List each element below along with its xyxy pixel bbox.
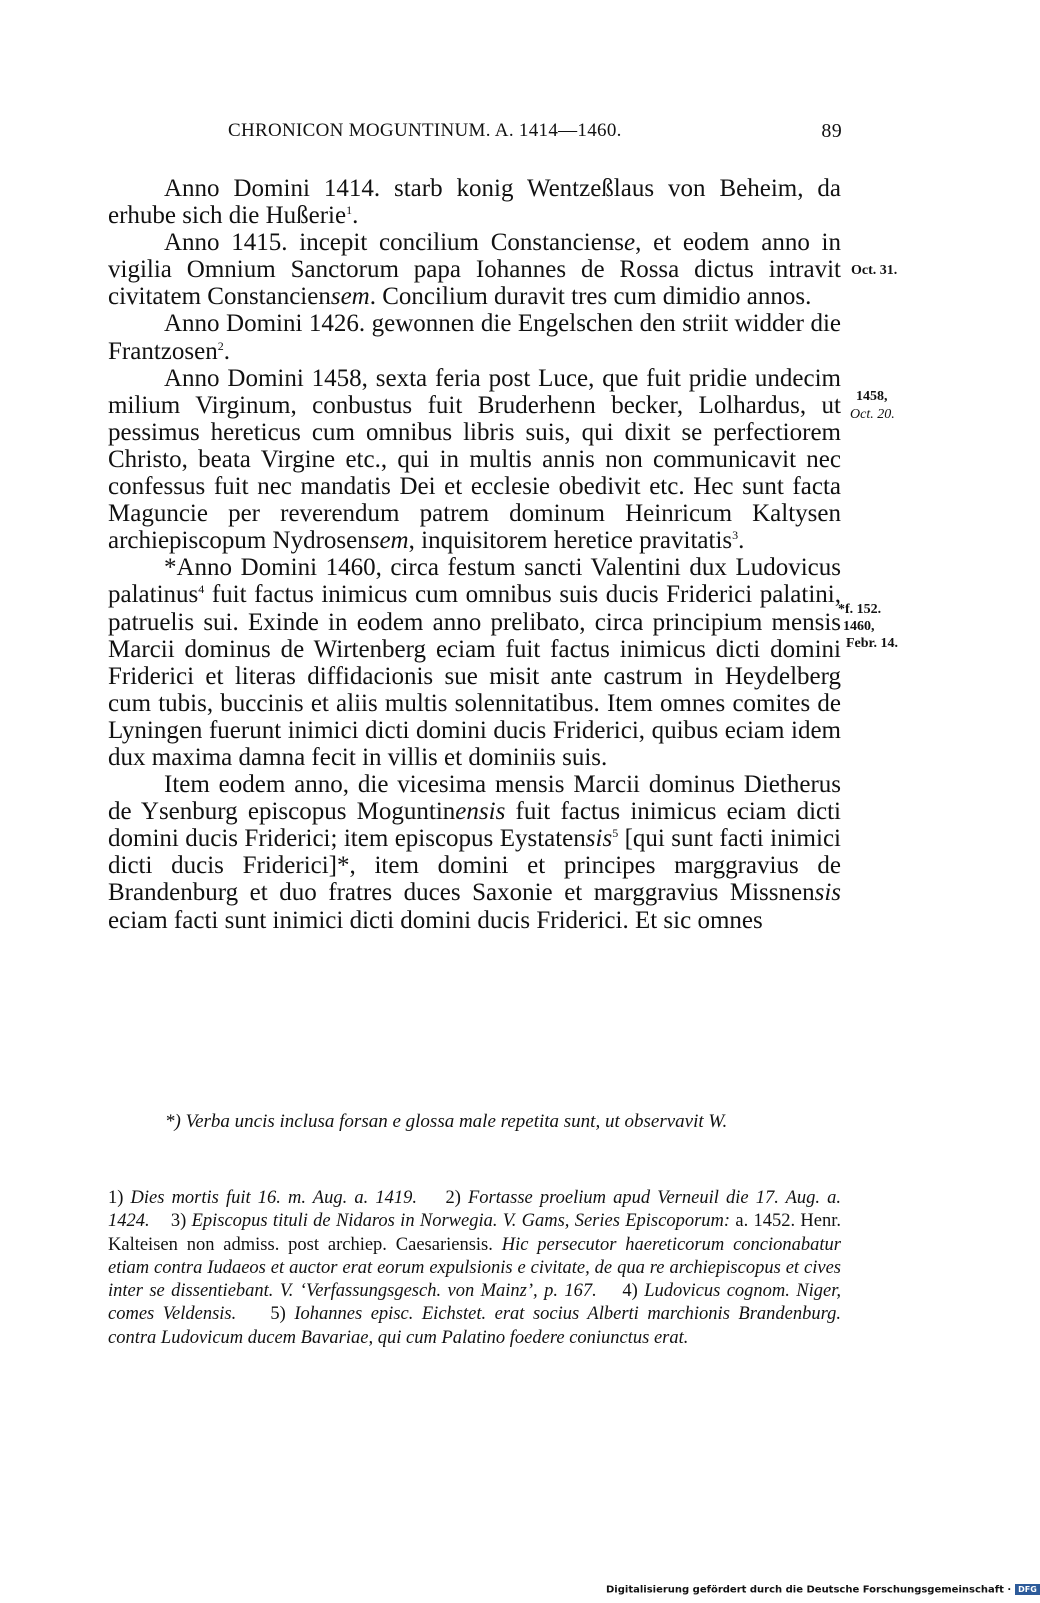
margin-note-oct20: Oct. 20. (850, 407, 895, 422)
margin-note-febr14: Febr. 14. (846, 636, 898, 651)
footnote-ref-2: 2 (217, 338, 224, 353)
footnote-ref-4: 4 (198, 582, 205, 597)
footnote-3-part-c: Hic persecutor haereticorum concionabatur etiam contra Iudaeos et auctor erat eorum expulsionis e civitate, de qua re archiepiscopus et cives inter se dissentiebant. V. ‘Verfassungsgesch. von Mainz’, p. 167. (108, 1234, 841, 1302)
credit-text: Digitalisierung gefördert durch die Deutsche Forschungsgemeinschaft · (606, 1584, 1012, 1596)
paragraph-1426: Anno Domini 1426. gewonnen die Engelschen den striit widder die Frantzosen$^2$. (108, 310, 841, 365)
footnote-ref-3: 3 (732, 528, 739, 543)
margin-note-1460: 1460, (843, 619, 875, 634)
paragraph-1460-item: Item eodem anno, die vicesima mensis Marcii dominus Dietherus de Ysenburg episcopus Moguntinensis fuit factus inimicus eciam dicti domini ducis Friderici; item episcopus Eystatensis$^5$ [qui sunt facti inimici dicti ducis Friderici]*, item domini et principes marggravius de Brandenburg et duo fratres duces Saxonie et marggravius Missnensis eciam facti sunt inimici dicti domini ducis Friderici. Et sic omnes (108, 771, 842, 934)
footnote-2: Fortasse proelium apud Verneuil die 17. Aug. a. 1424. (108, 1188, 842, 1232)
editorial-note: *) Verba uncis inclusa forsan e glossa male repetita sunt, ut observavit W. (165, 1111, 728, 1132)
footnote-4: Ludovicus cognom. Niger, comes Veldensis. (108, 1281, 842, 1325)
footnote-ref-1: 1 (346, 203, 353, 218)
paragraph-1458: Anno Domini 1458, sexta feria post Luce, que fuit pridie undecim milium Virginum, conbustus fuit Bruderhenn becker, Lolhardus, ut pessimus hereticus cum omnibus libris suis, qui dixit se perfectiorem Christo, beata Virgine etc., qui in multis annis non communicavit nec confessus fuit nec mandatis Dei et ecclesie obedivit etc. Hec sunt facta Maguncie per reverendum patrem dominum Heinricum Kaltysen archiepiscopum Nydrosensem, inquisitorem heretice pravitatis$^3$. (108, 364, 841, 555)
footnote-1: Dies mortis fuit 16. m. Aug. a. 1419. (130, 1188, 417, 1208)
paragraph-1414: Anno Domini 1414. starb konig Wentzeßlaus von Beheim, da erhube sich die Hußerie$^1$. (108, 175, 841, 230)
footnote-5: Iohannes episc. Eichstet. erat socius Alberti marchionis Brandenburg. contra Ludovicum ducem Bavariae, qui cum Palatino foedere coniunctus erat. (108, 1304, 842, 1348)
footnote-5-number: 5) (270, 1304, 286, 1325)
margin-note-oct31: Oct. 31. (851, 263, 898, 278)
footnote-1-number: 1) (108, 1188, 124, 1208)
page-number: 89 (821, 120, 842, 142)
footnote-4-number: 4) (622, 1281, 638, 1302)
footnote-3-part-b: a. 1452. Henr. Kalteisen non admiss. post archiep. Caesariensis. (108, 1211, 842, 1255)
header-title: CHRONICON MOGUNTINUM. A. 1414—1460. (228, 120, 622, 141)
footnote-ref-5: 5 (612, 826, 619, 841)
digitization-credit (606, 1584, 1040, 1596)
margin-note-1458: 1458, (856, 389, 888, 404)
paragraph-1415: Anno 1415. incepit concilium Constanciense, et eodem anno in vigilia Omnium Sanctorum papa Iohannes de Rossa dictus intravit civitatem Constanciensem. Concilium duravit tres cum dimidio annos. (108, 229, 841, 311)
footnotes (108, 1187, 841, 1350)
main-text (108, 175, 841, 934)
footnote-3-part-a: Episcopus tituli de Nidaros in Norwegia. V. Gams, Series Episcoporum: (191, 1211, 731, 1232)
margin-note-folio: *f. 152. (838, 602, 882, 617)
dfg-logo: DFG (1015, 1584, 1040, 1595)
footnote-2-number: 2) (445, 1188, 461, 1208)
footnote-3-number: 3) (170, 1211, 187, 1232)
paragraph-1460: *Anno Domini 1460, circa festum sancti Valentini dux Ludovicus palatinus$^4$ fuit factus inimicus cum omnibus suis ducis Friderici palatini, patruelis sui. Exinde in eodem anno prelibato, circa principium mensis Marcii dominus de Wirtenberg eciam fuit factus inimicus dicti domini Friderici et literas diffidacionis sue misit ante castrum in Heydelberg cum tubis, buccinis et aliis multis solennitatibus. Item omnes comites de Lyningen fuerunt inimici dicti domini ducis Friderici, quibus eciam idem dux maxima damna fecit in villis et dominiis suis. (108, 554, 841, 771)
